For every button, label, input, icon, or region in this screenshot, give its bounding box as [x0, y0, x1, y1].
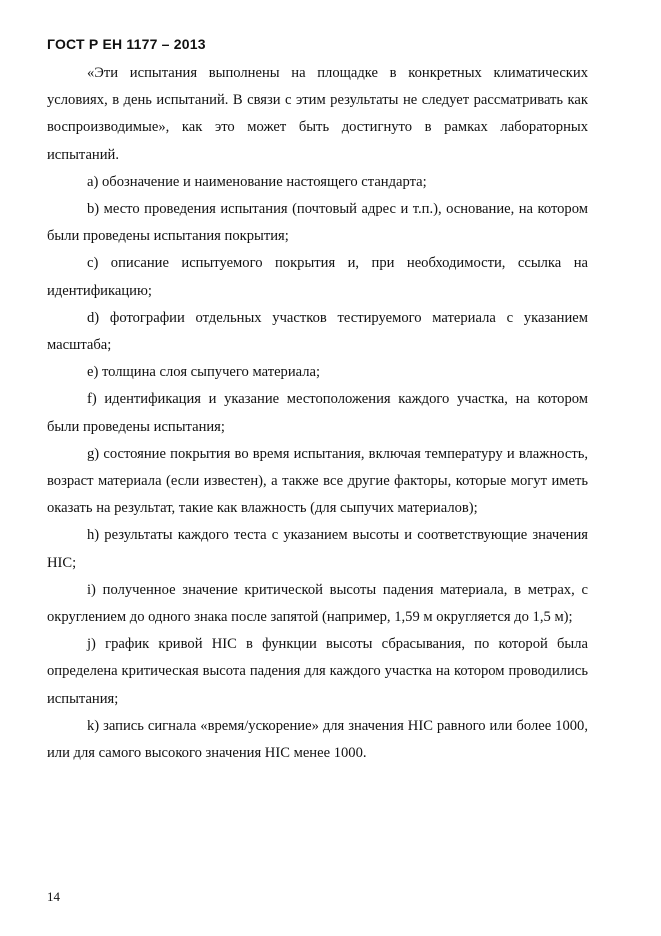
document-header: ГОСТ Р ЕН 1177 – 2013: [47, 36, 206, 52]
list-item-h: h) результаты каждого теста с указанием высоты и соответствующие значения HIC;: [47, 527, 588, 571]
list-item-j: j) график кривой HIC в функции высоты сбрасывания, по которой была определена критическая высота падения для каждого участка на котором проводились испытания;: [47, 636, 588, 707]
list-item-e: e) толщина слоя сыпучего материала;: [87, 364, 321, 381]
list-item-f: f) идентификация и указание местоположения каждого участка, на котором были проведены испытания;: [47, 391, 588, 435]
list-item-k: k) запись сигнала «время/ускорение» для значения HIC равного или более 1000, или для самого высокого значения HIC менее 1000.: [47, 717, 588, 762]
list-item-d: d) фотографии отдельных участков тестируемого материала с указанием масштаба;: [47, 309, 588, 354]
list-item-g: g) состояние покрытия во время испытания, включая температуру и влажность, возраст материала (если известен), а также все другие факторы, которые могут иметь оказать на результат, такие как влажность (для сыпучих материалов);: [47, 445, 588, 517]
intro-quote-paragraph: «Эти испытания выполнены на площадке в конкретных климатических условиях, в день испытаний. В связи с этим результаты не следует рассматривать как воспроизводимые», как это может быть достигнуто в рамках лабораторных испытаний.: [47, 65, 588, 163]
list-item-c: c) описание испытуемого покрытия и, при необходимости, ссылка на идентификацию;: [47, 255, 588, 299]
list-item-i: i) полученное значение критической высоты падения материала, в метрах, с округлением до одного знака после запятой (например, 1,59 м округляется до 1,5 м);: [47, 581, 588, 626]
list-item-b: b) место проведения испытания (почтовый адрес и т.п.), основание, на котором были проведены испытания покрытия;: [47, 201, 588, 245]
document-body: [47, 60, 588, 767]
page-number: 14: [47, 889, 60, 904]
list-item-a: а) обозначение и наименование настоящего стандарта;: [87, 173, 427, 190]
